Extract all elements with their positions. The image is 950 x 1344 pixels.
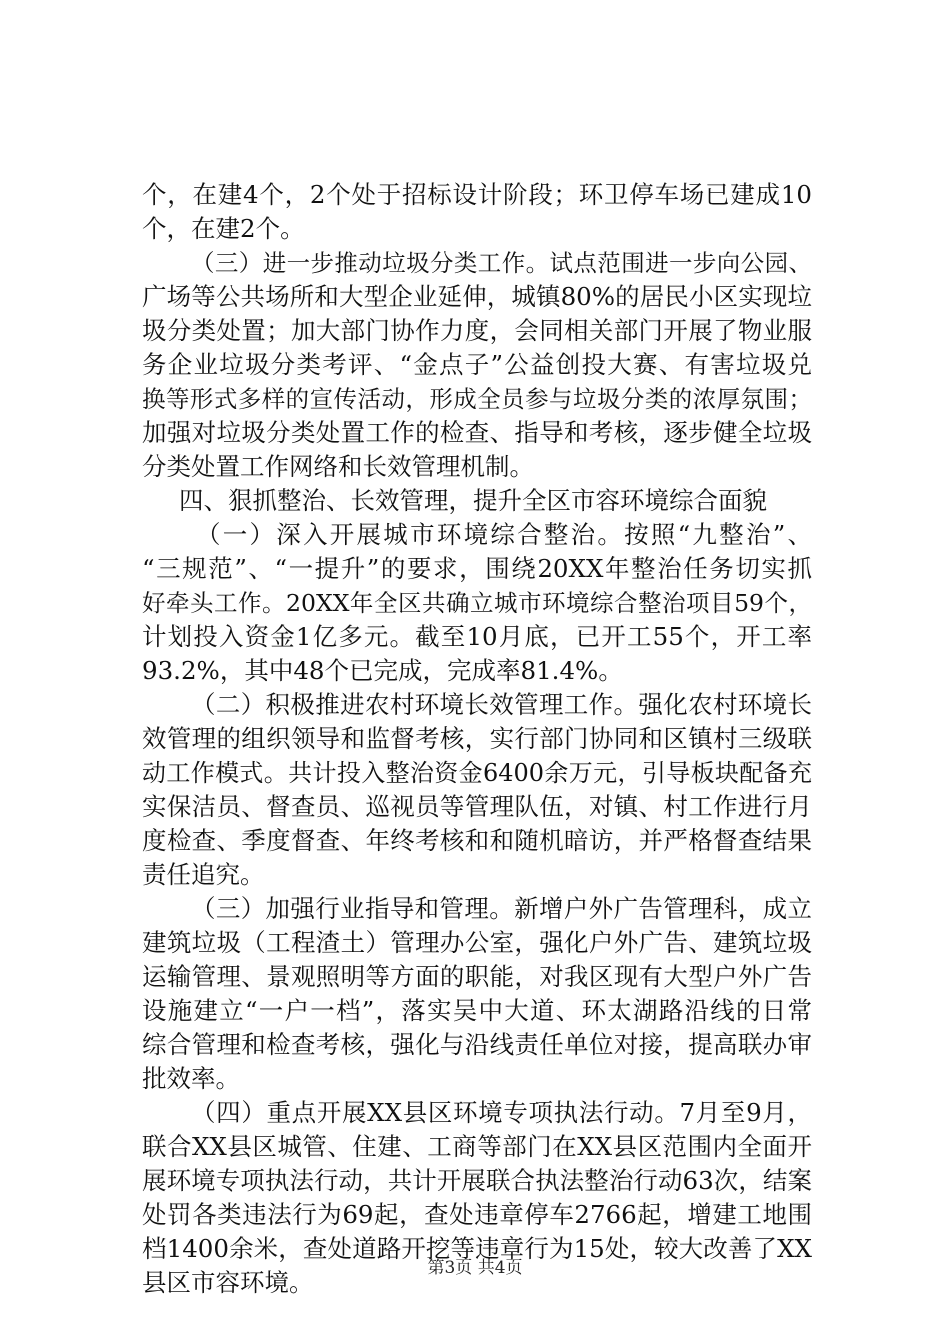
text-line: 务企业垃圾分类考评、“金点子”公益创投大赛、有害垃圾兑 bbox=[142, 350, 812, 379]
text-line: 广场等公共场所和大型企业延伸，城镇80%的居民小区实现垃 bbox=[142, 282, 812, 311]
section-heading: 四、狠抓整治、长效管理，提升全区市容环境综合面貌 bbox=[179, 486, 767, 515]
text-line: 动工作模式。共计投入整治资金6400余万元，引导板块配备充 bbox=[142, 759, 812, 787]
text-line: 加强对垃圾分类处置工作的检查、指导和考核，逐步健全垃圾 bbox=[142, 418, 812, 447]
text-line: 批效率。 bbox=[142, 1064, 240, 1093]
text-line: 综合管理和检查考核，强化与沿线责任单位对接，提高联办审 bbox=[142, 1030, 812, 1059]
text-line: 档1400余米，查处道路开挖等违章行为15处，较大改善了XX bbox=[142, 1234, 812, 1263]
text-line: 换等形式多样的宣传活动，形成全员参与垃圾分类的浓厚氛围； bbox=[142, 385, 812, 413]
text-line: 分类处置工作网络和长效管理机制。 bbox=[142, 452, 534, 481]
paragraph-start-line: （三）进一步推动垃圾分类工作。试点范围进一步向公园、 bbox=[191, 249, 812, 277]
paragraph-start-line: （三）加强行业指导和管理。新增户外广告管理科，成立 bbox=[191, 894, 812, 923]
text-line: 县区市容环境。 bbox=[142, 1268, 314, 1297]
text-line: 93.2%，其中48个已完成，完成率81.4%。 bbox=[142, 656, 623, 685]
text-line: 实保洁员、督查员、巡视员等管理队伍，对镇、村工作进行月 bbox=[142, 792, 812, 821]
text-line: 责任追究。 bbox=[142, 860, 265, 889]
text-line: 运输管理、景观照明等方面的职能，对我区现有大型户外广告 bbox=[142, 962, 812, 991]
text-line: 设施建立“一户一档”，落实吴中大道、环太湖路沿线的日常 bbox=[142, 996, 812, 1025]
text-line: “三规范”、“一提升”的要求，围绕20XX年整治任务切实抓 bbox=[142, 554, 812, 583]
text-line: 个，在建4个，2个处于招标设计阶段；环卫停车场已建成10 bbox=[142, 180, 812, 209]
paragraph-start-line: （二）积极推进农村环境长效管理工作。强化农村环境长 bbox=[191, 690, 812, 719]
text-line: 个，在建2个。 bbox=[142, 214, 305, 243]
text-line: 度检查、季度督查、年终考核和和随机暗访，并严格督查结果 bbox=[142, 826, 812, 855]
text-line: 计划投入资金1亿多元。截至10月底，已开工55个，开工率 bbox=[142, 622, 812, 651]
text-line: 好牵头工作。20XX年全区共确立城市环境综合整治项目59个， bbox=[142, 589, 812, 617]
paragraph-start-line: （一）深入开展城市环境综合整治。按照“九整治”、 bbox=[196, 520, 812, 549]
text-line: 展环境专项执法行动，共计开展联合执法整治行动63次，结案 bbox=[142, 1166, 812, 1195]
body-text bbox=[142, 178, 812, 1300]
text-line: 建筑垃圾（工程渣土）管理办公室，强化户外广告、建筑垃圾 bbox=[142, 928, 812, 957]
page-footer: 第3页 共4页 bbox=[427, 1258, 523, 1278]
text-line: 处罚各类违法行为69起，查处违章停车2766起，增建工地围 bbox=[142, 1200, 812, 1229]
paragraph-start-line: （四）重点开展XX县区环境专项执法行动。7月至9月， bbox=[191, 1098, 812, 1127]
text-line: 圾分类处置；加大部门协作力度，会同相关部门开展了物业服 bbox=[142, 316, 812, 345]
text-line: 联合XX县区城管、住建、工商等部门在XX县区范围内全面开 bbox=[142, 1132, 812, 1161]
text-line: 效管理的组织领导和监督考核，实行部门协同和区镇村三级联 bbox=[142, 724, 812, 753]
